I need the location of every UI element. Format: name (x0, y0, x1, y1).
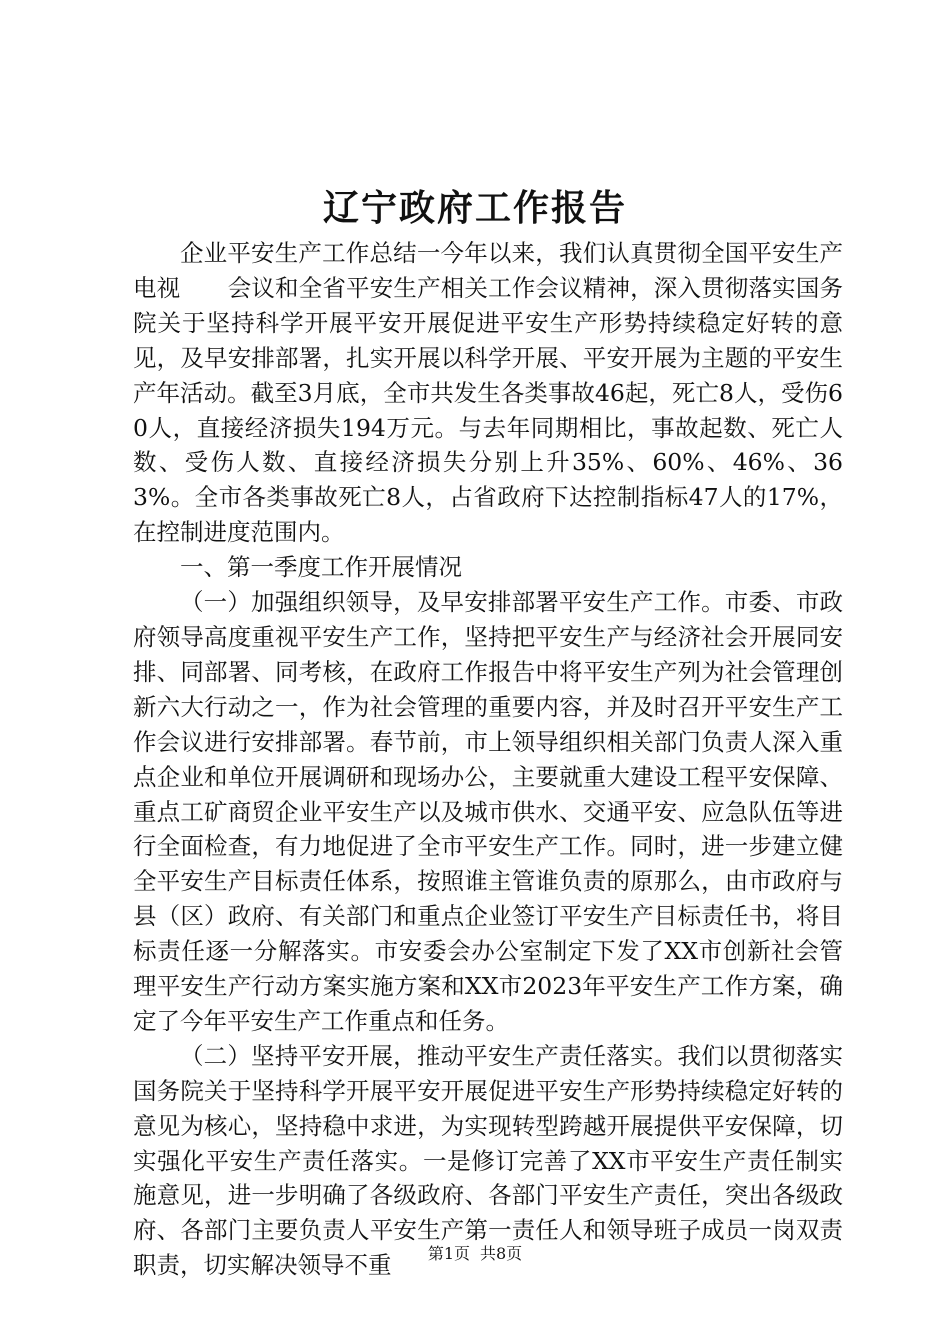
page-footer (0, 1244, 950, 1264)
paragraph-section-1-2: （二）坚持平安开展，推动平安生产责任落实。我们以贯彻落实国务院关于坚持科学开展平安开展促进平安生产形势持续稳定好转的意见为核心，坚持稳中求进，为实现转型跨越开展提供平安保障，切实强化平安生产责任落实。一是修订完善了XX市平安生产责任制实施意见，进一步明确了各级政府、各部门平安生产责任，突出各级政府、各部门主要负责人平安生产第一责任人和领导班子成员一岗双责职责，切实解决领导不重 (133, 1041, 843, 1280)
page-number: 第1页 (427, 1244, 470, 1263)
page-total: 共8页 (480, 1244, 523, 1263)
paragraph-intro: 企业平安生产工作总结一今年以来，我们认真贯彻全国平安生产电视 会议和全省平安生产相关工作会议精神，深入贯彻落实国务院关于坚持科学开展平安开展促进平安生产形势持续稳定好转的意见，及早安排部署，扎实开展以科学开展、平安开展为主题的平安生产年活动。截至3月底，全市共发生各类事故46起，死亡8人，受伤60人，直接经济损失194万元。与去年同期相比，事故起数、死亡人数、受伤人数、直接经济损失分别上升35%、60%、46%、363%。全市各类事故死亡8人，占省政府下达控制指标47人的17%，在控制进度范围内。 (133, 239, 843, 547)
section-heading-1: 一、第一季度工作开展情况 (180, 553, 462, 582)
document-body (133, 236, 843, 1283)
paragraph-section-1-1: （一）加强组织领导，及早安排部署平安生产工作。市委、市政府领导高度重视平安生产工作，坚持把平安生产与经济社会开展同安排、同部署、同考核，在政府工作报告中将平安生产列为社会管理创新六大行动之一，作为社会管理的重要内容，并及时召开平安生产工作会议进行安排部署。春节前，市上领导组织相关部门负责人深入重点企业和单位开展调研和现场办公，主要就重大建设工程平安保障、重点工矿商贸企业平安生产以及城市供水、交通平安、应急队伍等进行全面检查，有力地促进了全市平安生产工作。同时，进一步建立健全平安生产目标责任体系，按照谁主管谁负责的原那么，由市政府与县（区）政府、有关部门和重点企业签订平安生产目标责任书，将目标责任逐一分解落实。市安委会办公室制定下发了XX市创新社会管理平安生产行动方案实施方案和XX市2023年平安生产工作方案，确定了今年平安生产工作重点和任务。 (133, 588, 843, 1035)
document-title: 辽宁政府工作报告 (322, 187, 627, 229)
